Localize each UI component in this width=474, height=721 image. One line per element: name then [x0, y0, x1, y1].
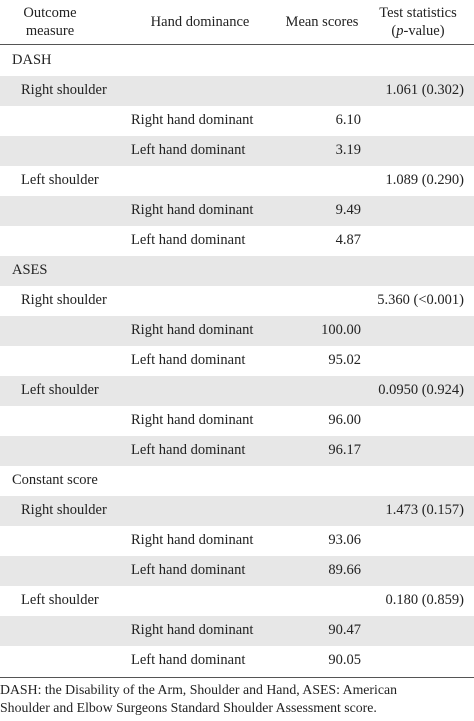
footnote-line1: DASH: the Disability of the Arm, Shoulder and Hand, ASES: American [0, 682, 398, 697]
header-outcome-measure [0, 4, 100, 40]
hand-dominance-label: Left hand dominant [131, 442, 246, 458]
table-row [0, 256, 474, 286]
table-row [0, 106, 474, 136]
table-row [0, 376, 474, 406]
table-row [0, 616, 474, 646]
shoulder-label: Right shoulder [21, 292, 107, 308]
table-row [0, 196, 474, 226]
mean-score: 95.02 [328, 352, 361, 368]
mean-score: 6.10 [335, 112, 361, 128]
table-row [0, 166, 474, 196]
hand-dominance-label: Left hand dominant [131, 352, 246, 368]
table-row [0, 286, 474, 316]
test-statistic: 0.180 (0.859) [385, 592, 464, 608]
table-row [0, 46, 474, 76]
hand-dominance-label: Left hand dominant [131, 232, 246, 248]
mean-score: 90.05 [328, 652, 361, 668]
header-mean-scores: Mean scores [285, 14, 359, 30]
mean-score: 3.19 [335, 142, 361, 158]
hand-dominance-label: Right hand dominant [131, 202, 254, 218]
header-test-stat-line2: (p-value) [391, 23, 445, 39]
test-statistic: 5.360 (<0.001) [377, 292, 464, 308]
outcome-measure-label: DASH [12, 52, 52, 68]
table-body [0, 46, 474, 676]
shoulder-label: Right shoulder [21, 502, 107, 518]
mean-score: 4.87 [335, 232, 361, 248]
header-outcome-line1: Outcome [23, 5, 77, 21]
table-bottom-rule [0, 677, 474, 678]
test-statistic: 0.0950 (0.924) [378, 382, 464, 398]
mean-score: 96.00 [328, 412, 361, 428]
header-hand-dominance: Hand dominance [150, 14, 250, 30]
header-test-statistics [368, 4, 468, 40]
table-header [0, 0, 474, 45]
shoulder-label: Right shoulder [21, 82, 107, 98]
hand-dominance-label: Left hand dominant [131, 652, 246, 668]
mean-score: 90.47 [328, 622, 361, 638]
test-statistic: 1.473 (0.157) [385, 502, 464, 518]
test-statistic: 1.089 (0.290) [385, 172, 464, 188]
hand-dominance-label: Left hand dominant [131, 142, 246, 158]
header-test-stat-line1: Test statistics [379, 5, 457, 21]
hand-dominance-label: Right hand dominant [131, 112, 254, 128]
header-outcome-line2: measure [25, 23, 75, 39]
table-row [0, 646, 474, 676]
table-row [0, 346, 474, 376]
table-row [0, 436, 474, 466]
test-statistic: 1.061 (0.302) [385, 82, 464, 98]
mean-score: 89.66 [328, 562, 361, 578]
table-row [0, 406, 474, 436]
outcome-measure-label: ASES [12, 262, 48, 278]
table-row [0, 466, 474, 496]
hand-dominance-label: Right hand dominant [131, 412, 254, 428]
table-row [0, 226, 474, 256]
footnote-line2: Shoulder and Elbow Surgeons Standard Shoulder Assessment score. [0, 700, 377, 715]
mean-score: 96.17 [328, 442, 361, 458]
table-row [0, 586, 474, 616]
mean-score: 100.00 [321, 322, 361, 338]
table-row [0, 526, 474, 556]
table-row [0, 556, 474, 586]
table-row [0, 316, 474, 346]
hand-dominance-label: Left hand dominant [131, 562, 246, 578]
mean-score: 9.49 [335, 202, 361, 218]
shoulder-label: Left shoulder [21, 172, 99, 188]
mean-score: 93.06 [328, 532, 361, 548]
hand-dominance-label: Right hand dominant [131, 322, 254, 338]
table-row [0, 76, 474, 106]
table-row [0, 496, 474, 526]
outcome-measure-label: Constant score [12, 472, 98, 488]
hand-dominance-label: Right hand dominant [131, 532, 254, 548]
table-footnote [0, 681, 474, 717]
shoulder-label: Left shoulder [21, 382, 99, 398]
hand-dominance-label: Right hand dominant [131, 622, 254, 638]
shoulder-label: Left shoulder [21, 592, 99, 608]
table-row [0, 136, 474, 166]
